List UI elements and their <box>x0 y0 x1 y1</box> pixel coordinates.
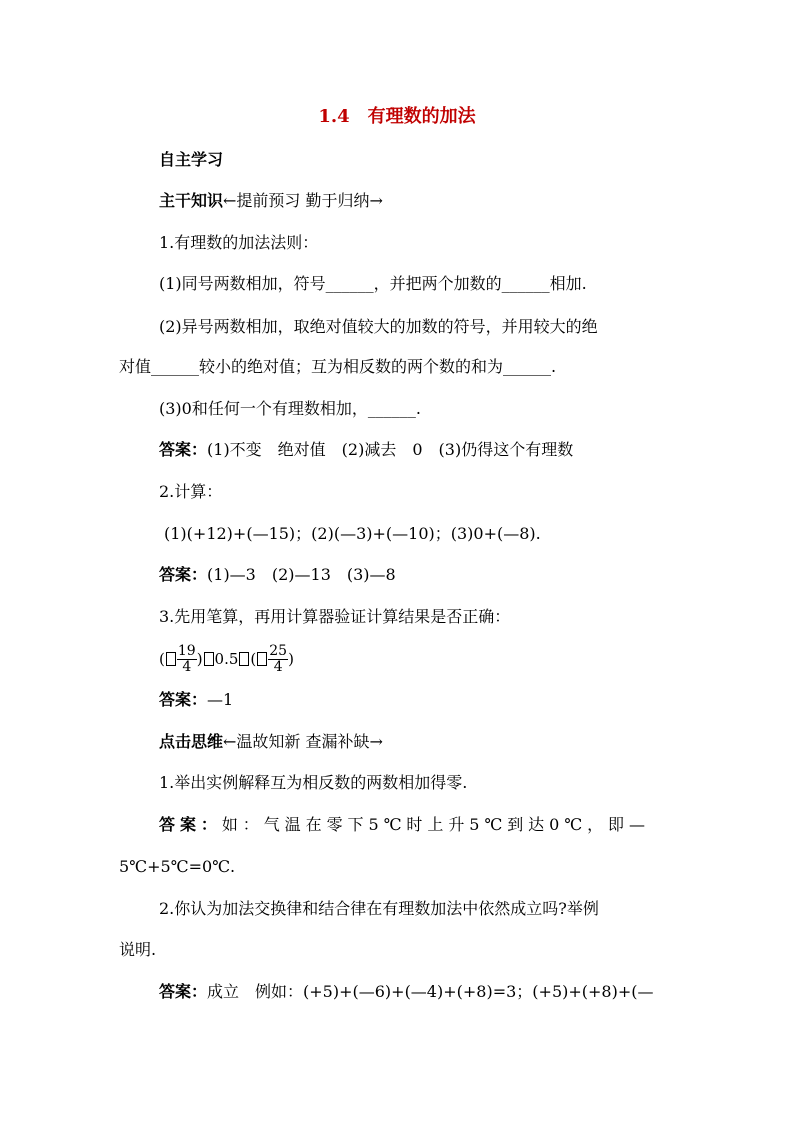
fraction-1-numerator: 19 <box>177 642 196 659</box>
answer-3 <box>159 690 233 710</box>
question-1-part-2-line-1: (2)异号两数相加，取绝对值较大的加数的符号，并用较大的绝 <box>159 317 598 336</box>
answer-2 <box>159 565 396 585</box>
paren-open: ( <box>250 650 257 668</box>
answer-3-text: —1 <box>207 690 234 709</box>
question-3-expression <box>159 639 294 679</box>
answer-label: 答案： <box>159 440 208 459</box>
thinking-heading-note: ←温故知新 查漏补缺→ <box>223 732 383 751</box>
paren-close: ) <box>196 650 203 668</box>
fraction-1-denominator: 4 <box>182 658 192 675</box>
question-2-expression: (1)(+12)+(—15)；(2)(—3)+(—10)；(3)0+(—8). <box>164 524 541 543</box>
answer-1-text: (1)不变 绝对值 (2)减去 0 (3)仍得这个有理数 <box>207 440 574 459</box>
thinking-answer-1-text: 如：气温在零下5℃时上升5℃到达0℃，即— <box>221 815 645 834</box>
answer-label: 答案： <box>159 815 222 834</box>
thinking-answer-2-text: 成立 例如：(+5)+(—6)+(—4)+(+8)=3；(+5)+(+8)+(— <box>207 982 654 1001</box>
knowledge-heading <box>159 191 383 211</box>
thinking-answer-1-line-2: 5℃+5℃=0℃. <box>119 857 236 876</box>
section-self-study: 自主学习 <box>159 150 224 169</box>
thinking-answer-1-line-1 <box>159 815 645 835</box>
thinking-heading <box>159 732 383 752</box>
answer-1 <box>159 440 573 460</box>
answer-label: 答案： <box>159 565 208 584</box>
fraction-2-denominator: 4 <box>273 658 283 675</box>
thinking-question-2-line-2: 说明. <box>119 940 157 959</box>
fraction-2-numerator: 25 <box>269 642 288 659</box>
knowledge-heading-note: ←提前预习 勤于归纳→ <box>223 191 383 210</box>
page-title: 1.4 有理数的加法 <box>318 106 476 127</box>
paren-open: ( <box>159 650 165 668</box>
question-1-part-3: (3)0和任何一个有理数相加，______. <box>159 399 421 418</box>
answer-label: 答案： <box>159 690 208 709</box>
question-3: 3.先用笔算，再用计算器验证计算结果是否正确： <box>159 607 511 626</box>
fraction-2 <box>268 644 288 675</box>
question-2: 2.计算： <box>159 482 223 501</box>
knowledge-heading-label: 主干知识 <box>159 191 224 210</box>
answer-2-text: (1)—3 (2)—13 (3)—8 <box>207 565 396 584</box>
thinking-heading-label: 点击思维 <box>159 732 224 751</box>
question-1-part-2-line-2: 对值______较小的绝对值；互为相反数的两个数的和为______. <box>119 357 557 376</box>
missing-glyph-box <box>257 652 267 666</box>
missing-glyph-box <box>204 652 214 666</box>
thinking-question-2-line-1: 2.你认为加法交换律和结合律在有理数加法中依然成立吗?举例 <box>159 899 599 918</box>
answer-label: 答案： <box>159 982 208 1001</box>
thinking-answer-2 <box>159 982 654 1002</box>
question-1-part-1: (1)同号两数相加，符号______，并把两个加数的______相加. <box>159 274 587 293</box>
paren-close: ) <box>288 650 294 668</box>
decimal-value: 0.5 <box>214 650 239 668</box>
fraction-1 <box>177 644 197 675</box>
missing-glyph-box <box>166 652 176 666</box>
thinking-question-1: 1.举出实例解释互为相反数的两数相加得零. <box>159 773 468 792</box>
question-1: 1.有理数的加法法则： <box>159 233 319 252</box>
missing-glyph-box <box>239 652 249 666</box>
